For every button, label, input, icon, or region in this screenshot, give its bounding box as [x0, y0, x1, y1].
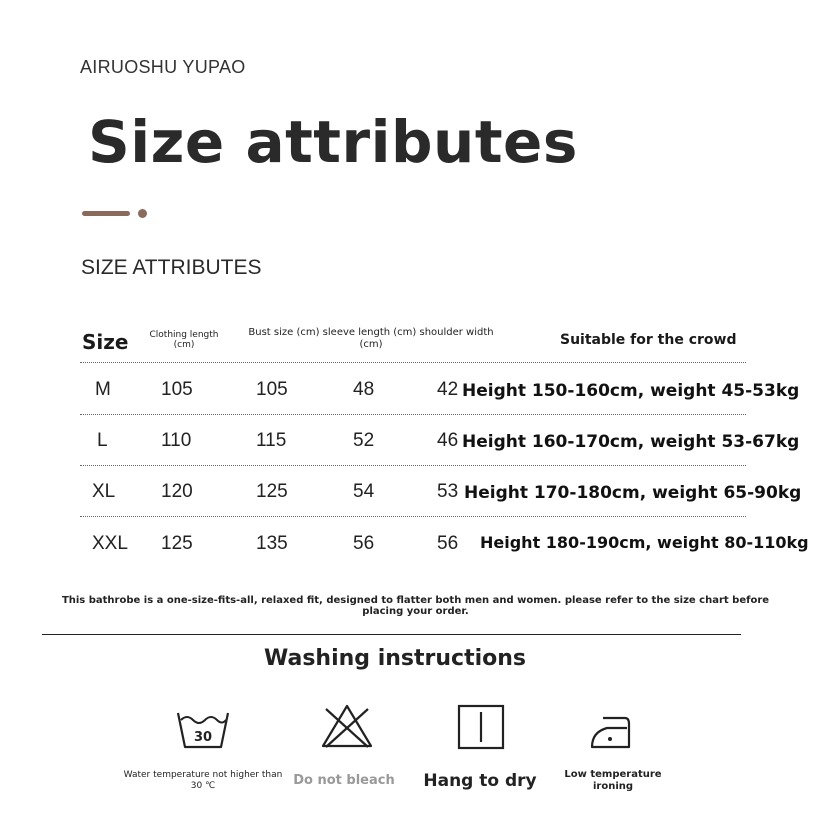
- row-divider: [80, 516, 746, 517]
- low-iron-icon: [589, 714, 633, 750]
- cell-shoulder: 56: [437, 533, 459, 554]
- cell-length: 125: [161, 533, 193, 554]
- accent-bar: [82, 211, 130, 216]
- care-label-bleach: Do not bleach: [293, 773, 395, 788]
- section-divider: [42, 634, 741, 635]
- cell-crowd: Height 160-170cm, weight 53-67kg: [462, 432, 800, 452]
- accent-dot: [138, 209, 147, 218]
- cell-bust: 125: [256, 481, 288, 502]
- cell-sleeve: 54: [353, 481, 375, 502]
- care-label-wash: Water temperature not higher than 30 ℃: [123, 770, 283, 791]
- row-divider: [80, 465, 746, 466]
- page-title: Size attributes: [88, 108, 578, 176]
- cell-length: 105: [161, 379, 193, 400]
- cell-size: M: [95, 379, 111, 400]
- washing-title: Washing instructions: [264, 646, 526, 671]
- section-subtitle: SIZE ATTRIBUTES: [81, 256, 262, 279]
- cell-crowd: Height 170-180cm, weight 65-90kg: [464, 483, 802, 503]
- header-crowd: Suitable for the crowd: [560, 332, 737, 348]
- care-label-dry: Hang to dry: [423, 771, 537, 791]
- cell-bust: 105: [256, 379, 288, 400]
- cell-sleeve: 48: [353, 379, 375, 400]
- cell-sleeve: 52: [353, 430, 375, 451]
- hang-dry-icon: [457, 704, 505, 750]
- cell-length: 120: [161, 481, 193, 502]
- cell-crowd: Height 150-160cm, weight 45-53kg: [462, 381, 800, 401]
- header-measurements: Bust size (cm) sleeve length (cm) shoulder width (cm): [248, 327, 494, 350]
- cell-sleeve: 56: [353, 533, 375, 554]
- wash-temp-text: 30: [193, 730, 213, 745]
- cell-size: XL: [92, 481, 116, 502]
- no-bleach-icon: [320, 703, 374, 749]
- wash-30-icon: [176, 710, 230, 750]
- care-label-iron: Low temperature ironing: [564, 769, 662, 792]
- cell-bust: 115: [256, 430, 287, 451]
- fit-note: This bathrobe is a one-size-fits-all, relaxed fit, designed to flatter both men and women. please refer to the size chart before placing your order.: [61, 595, 770, 617]
- cell-length: 110: [161, 430, 192, 451]
- cell-shoulder: 46: [437, 430, 459, 451]
- cell-size: XXL: [92, 533, 128, 554]
- header-size: Size: [82, 330, 129, 354]
- row-divider: [80, 362, 746, 363]
- header-clothing-length: Clothing length (cm): [149, 330, 219, 350]
- cell-shoulder: 53: [437, 481, 459, 502]
- row-divider: [80, 414, 746, 415]
- cell-size: L: [97, 430, 108, 451]
- brand-name: AIRUOSHU YUPAO: [80, 57, 246, 77]
- cell-bust: 135: [256, 533, 288, 554]
- cell-crowd: Height 180-190cm, weight 80-110kg: [480, 533, 809, 552]
- cell-shoulder: 42: [437, 379, 459, 400]
